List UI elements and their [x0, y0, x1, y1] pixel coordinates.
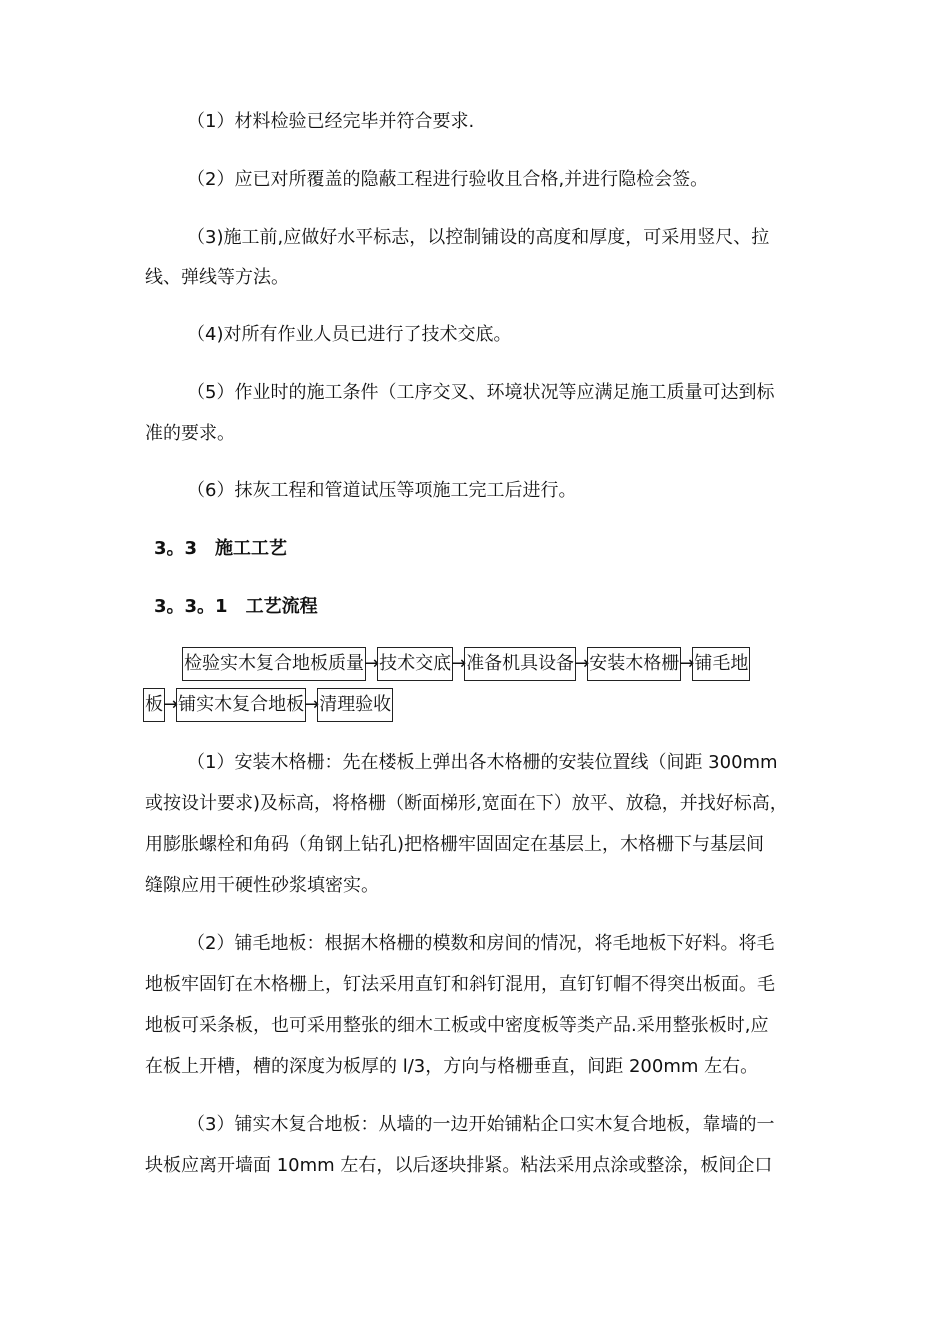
process-flow-row-1	[182, 647, 750, 681]
para1-line3: 用膨胀螺栓和角码（角钢上钻孔)把格栅牢固固定在基层上，木格栅下与基层间	[145, 834, 765, 855]
prep-item-3-line1: （3)施工前,应做好水平标志，以控制铺设的高度和厚度，可采用竖尺、拉	[187, 227, 770, 248]
prep-item-5-line2: 准的要求。	[145, 423, 235, 444]
prep-item-3-line2: 线、弹线等方法。	[145, 267, 289, 288]
para2-line3: 地板可采条板，也可采用整张的细木工板或中密度板等类产品.采用整张板时,应	[145, 1015, 769, 1036]
prep-item-6: （6）抹灰工程和管道试压等项施工完工后进行。	[187, 480, 577, 501]
subsection-heading: 3。3。1 工艺流程	[154, 596, 318, 617]
prep-item-2: （2）应已对所覆盖的隐蔽工程进行验收且合格,并进行隐检会签。	[187, 169, 709, 190]
prep-item-1: （1）材料检验已经完毕并符合要求.	[187, 111, 475, 132]
prep-item-5-line1: （5）作业时的施工条件（工序交叉、环境状况等应满足施工质量可达到标	[187, 382, 775, 403]
para1-line2: 或按设计要求)及标高，将格栅（断面梯形,宽面在下）放平、放稳，并找好标高，	[145, 793, 788, 814]
para2-line4: 在板上开槽，槽的深度为板厚的 l/3，方向与格栅垂直，间距 200mm 左右。	[145, 1056, 759, 1077]
para1-line1: （1）安装木格栅：先在楼板上弹出各木格栅的安装位置线（间距 300mm	[187, 752, 778, 773]
flow-arrow: →	[574, 653, 590, 674]
prep-item-4: （4)对所有作业人员已进行了技术交底。	[187, 324, 512, 345]
section-heading: 3。3 施工工艺	[154, 538, 288, 559]
flow-step-subfloor-part2: 板	[143, 688, 165, 722]
flow-step-inspect: 检验实木复合地板质量	[182, 647, 366, 681]
para2-line1: （2）铺毛地板：根据木格栅的模数和房间的情况，将毛地板下好料。将毛	[187, 933, 775, 954]
flow-arrow: →	[304, 694, 320, 715]
para3-line2: 块板应离开墙面 10mm 左右，以后逐块排紧。粘法采用点涂或整涂，板间企口	[145, 1155, 773, 1176]
flow-step-briefing: 技术交底	[377, 647, 453, 681]
flow-arrow: →	[451, 653, 467, 674]
process-flow-row-2	[143, 688, 393, 722]
para1-line4: 缝隙应用干硬性砂浆填密实。	[145, 875, 379, 896]
flow-step-joists: 安装木格栅	[587, 647, 681, 681]
flow-step-equipment: 准备机具设备	[464, 647, 576, 681]
flow-step-subfloor-part1: 铺毛地	[692, 647, 750, 681]
para3-line1: （3）铺实木复合地板：从墙的一边开始铺粘企口实木复合地板，靠墙的一	[187, 1114, 775, 1135]
flow-step-lay-flooring: 铺实木复合地板	[176, 688, 306, 722]
flow-arrow: →	[679, 653, 695, 674]
flow-step-cleanup: 清理验收	[317, 688, 393, 722]
flow-arrow: →	[364, 653, 380, 674]
flow-arrow: →	[163, 694, 179, 715]
para2-line2: 地板牢固钉在木格栅上，钉法采用直钉和斜钉混用，直钉钉帽不得突出板面。毛	[145, 974, 775, 995]
